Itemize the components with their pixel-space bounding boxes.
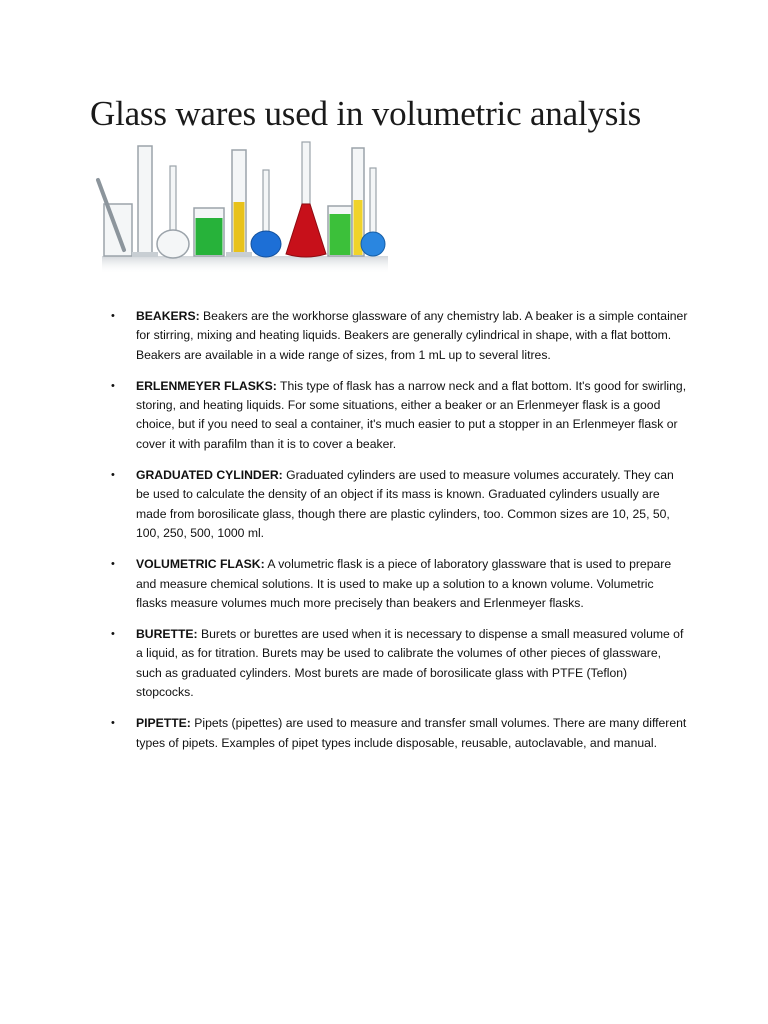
page-title: Glass wares used in volumetric analysis (90, 94, 642, 133)
item-term: ERLENMEYER FLASKS: (136, 378, 277, 393)
bullet: • (111, 310, 115, 322)
bullet: • (111, 469, 115, 482)
bullet: • (111, 717, 115, 730)
bullet: • (111, 628, 115, 641)
list-item (108, 625, 688, 702)
glassware-list (108, 307, 688, 765)
item-text: A volumetric flask is a piece of laboratory glassware that is used to prepare and measure chemical solutions. It is used to make up a solution to a known volume. Volumetric flasks measure volumes much more precisely than beakers and Erlenmeyer flasks. (136, 557, 672, 610)
list-item (108, 466, 688, 543)
item-term: PIPETTE: (136, 716, 191, 731)
item-term: VOLUMETRIC FLASK: (136, 557, 265, 572)
list-item (108, 377, 688, 454)
item-text: Burets or burettes are used when it is necessary to dispense a small measured volume of a liquid, as for titration. Burets may be used to calibrate the volumes of other pieces of glassware, such as graduated cylinders. Most burets are made of borosilicate glass with PTFE (Teflon) stopcocks. (136, 627, 684, 700)
list-item (108, 555, 688, 613)
bullet: • (111, 379, 115, 392)
item-term: BEAKERS: (136, 309, 200, 323)
item-text: Pipets (pipettes) are used to measure and transfer small volumes. There are many different types of pipets. Examples of pipet types include disposable, reusable, autoclavable, and manual. (136, 716, 687, 750)
list-item (108, 307, 688, 365)
item-text: This type of flask has a narrow neck and a flat bottom. It's good for swirling, storing, and heating liquids. For some situations, either a beaker or an Erlenmeyer flask is a good choice, but if you need to seal a container, it's much easier to put a stopper in an Erlenmeyer flask or cover it with parafilm than it is to cover a beaker. (136, 378, 687, 451)
laboratory-glassware-icon (94, 138, 394, 274)
item-term: BURETTE: (136, 627, 198, 642)
item-text: Beakers are the workhorse glassware of any chemistry lab. A beaker is a simple container for stirring, mixing and heating liquids. Beakers are generally cylindrical in shape, with a flat bottom. Beakers are available in a wide range of sizes, from 1 mL up to several litres. (136, 309, 688, 362)
item-text: Graduated cylinders are used to measure volumes accurately. They can be used to calculate the density of an object if its mass is known. Graduated cylinders usually are made from borosilicate glass, though there are plastic cylinders, too. Common sizes are 10, 25, 50, 100, 250, 500, 1000 ml. (136, 468, 674, 540)
bullet: • (111, 558, 115, 571)
item-term: GRADUATED CYLINDER: (136, 468, 283, 483)
list-item (108, 714, 688, 753)
